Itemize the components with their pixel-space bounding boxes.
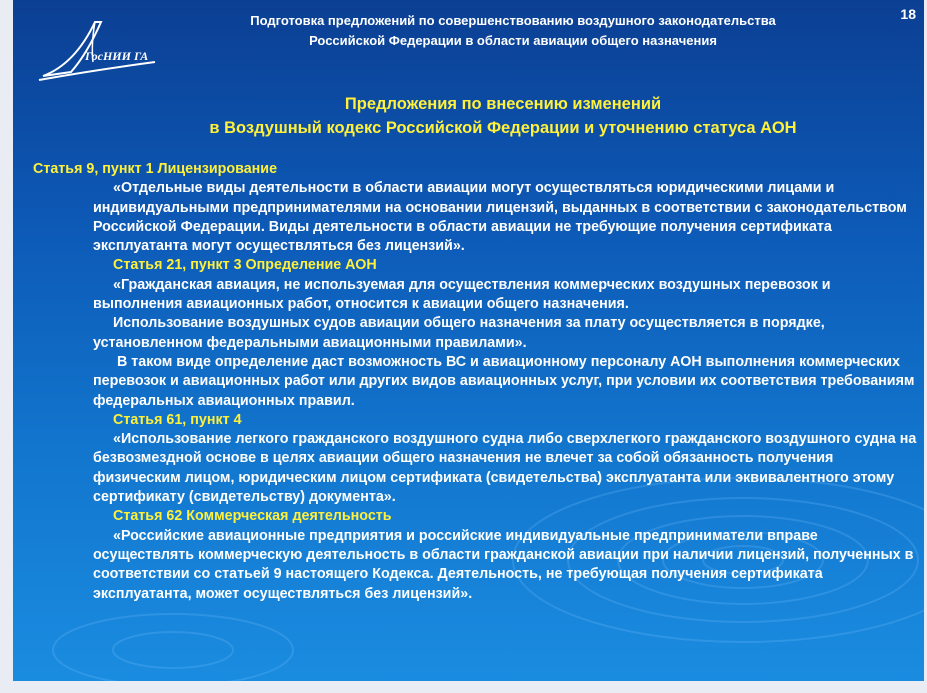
title-line-1: Предложения по внесению изменений [344, 95, 662, 113]
gosnii-ga-logo [35, 14, 165, 94]
paragraph-article-21-2: Использование воздушных судов авиации общего назначения за плату осуществляется в порядке, установленном федеральными авиационными правилами». [93, 315, 825, 351]
header-line-2: Российской Федерации в области авиации общего назначения [309, 33, 717, 48]
paragraph-article-21-1: «Гражданская авиация, не используемая для осуществления коммерческих воздушных перевозок и выполнения авиационных работ, относится к авиации общего назначения. [93, 276, 831, 313]
slide-header [183, 11, 843, 51]
section-body [33, 179, 918, 604]
title-line-2: в Воздушный кодекс Российской Федерации и уточнению статуса АОН [209, 119, 797, 137]
paragraph-article-9: «Отдельные виды деятельности в области авиации могут осуществляться юридическими лицами и индивидуальными предпринимателями на основании лицензий, выданных в соответствии с законодательством Российской Федерации. Виды деятельности в области авиации не требующие получения сертификата эксплуатанта могут осуществляться без лицензий». [93, 180, 907, 255]
paragraph-article-21-3: В таком виде определение даст возможность ВС и авиационному персоналу АОН выполнения коммерческих перевозок и авиационных работ или других видов авиационных услуг, при условии их соответствия требованиям федеральных авиационных правил. [93, 353, 915, 409]
slide [13, 0, 924, 681]
logo-text: ГосНИИ ГА [85, 49, 149, 63]
slide-body [33, 160, 918, 604]
slide-title [103, 92, 903, 140]
paragraph-article-61: «Использование легкого гражданского воздушного судна либо сверхлегкого гражданского воздушного судна на безвозмездной основе в целях авиации общего назначения не влечет за собой обязанность получения физическим лицом, юридическим лицом сертификата (свидетельства) эксплуатанта или эквивалентного этому сертификату (свидетельству) документа». [93, 431, 917, 506]
section-heading-article-21: Статья 21, пункт 3 Определение АОН [113, 257, 377, 274]
section-heading-article-62: Статья 62 Коммерческая деятельность [113, 508, 392, 525]
section-heading-article-61: Статья 61, пункт 4 [113, 411, 242, 428]
header-line-1: Подготовка предложений по совершенствованию воздушного законодательства [250, 13, 776, 28]
page-number: 18 [900, 6, 916, 22]
section-heading-article-9: Статья 9, пункт 1 Лицензирование [33, 161, 278, 177]
paragraph-article-62: «Российские авиационные предприятия и российские индивидуальные предприниматели вправе осуществлять коммерческую деятельность в области гражданской авиации при наличии лицензий, полученных в соответствии со статьей 9 настоящего Кодекса. Деятельность, не требующая получения сертификата эксплуатанта, может осуществляться без лицензий». [93, 527, 914, 602]
